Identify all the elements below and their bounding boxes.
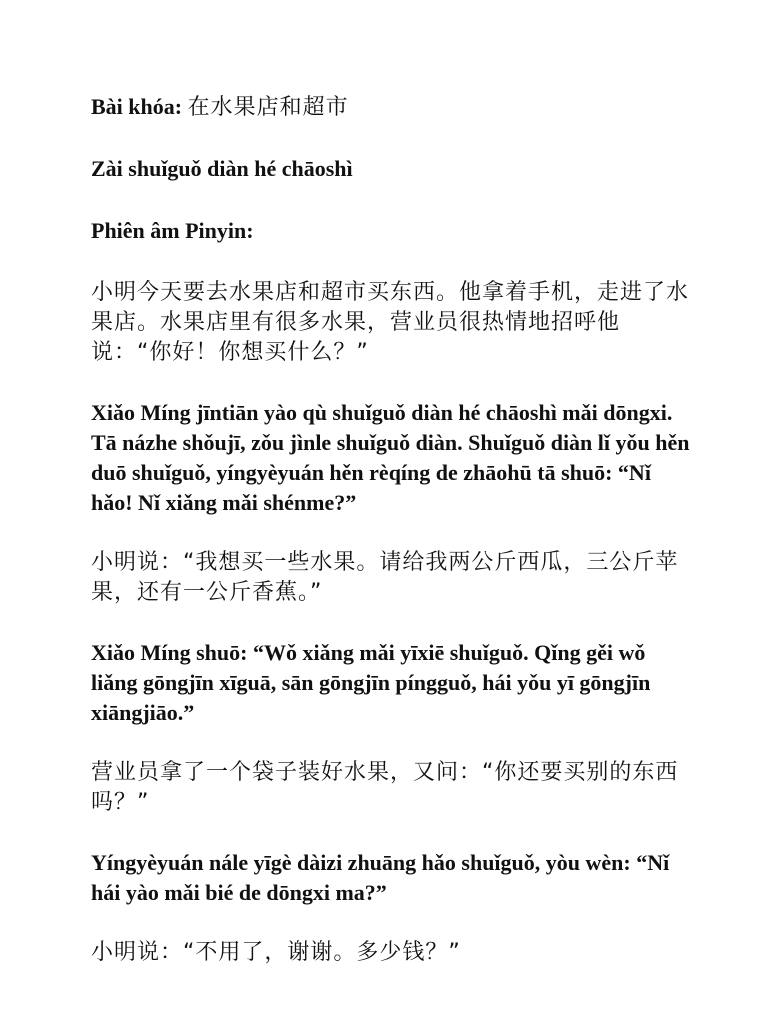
pinyin-section-label: Phiên âm Pinyin: xyxy=(91,218,254,243)
lesson-title-pinyin: Zài shuǐguǒ diàn hé chāoshì xyxy=(91,156,353,181)
paragraph-2-cjk: 小明说：“我想买一些水果。请给我两公斤西瓜，三公斤苹果，还有一公斤香蕉。” xyxy=(91,550,679,605)
lesson-document xyxy=(91,92,691,998)
paragraph-4-cjk: 小明说：“不用了，谢谢。多少钱？” xyxy=(91,940,461,965)
paragraph-3-cjk: 营业员拿了一个袋子装好水果，又问：“你还要买别的东西吗？” xyxy=(91,760,679,815)
paragraph-1-cjk: 小明今天要去水果店和超市买东西。他拿着手机，走进了水果店。水果店里有很多水果，营业员很热情地招呼他说：“你好！你想买什么？” xyxy=(91,280,690,365)
lesson-title xyxy=(91,92,691,122)
paragraph-3-pinyin: Yíngyèyuán nále yīgè dàizi zhuāng hǎo shuǐguǒ, yòu wèn: “Nǐ hái yào mǎi bié de dōngxi ma?” xyxy=(91,850,670,905)
lesson-title-label: Bài khóa: xyxy=(91,94,183,119)
lesson-title-cjk: 在水果店和超市 xyxy=(187,94,349,119)
paragraph-1-pinyin: Xiǎo Míng jīntiān yào qù shuǐguǒ diàn hé chāoshì mǎi dōngxi. Tā názhe shǒujī, zǒu jìnle shuǐguǒ diàn. Shuǐguǒ diàn lǐ yǒu hěn duō shuǐguǒ, yíngyèyuán hěn rèqíng de zhāohū tā shuō: “Nǐ hǎo! Nǐ xiǎng mǎi shénme?” xyxy=(91,400,690,515)
paragraph-2-pinyin: Xiǎo Míng shuō: “Wǒ xiǎng mǎi yīxiē shuǐguǒ. Qǐng gěi wǒ liǎng gōngjīn xīguā, sān gōngjīn píngguǒ, hái yǒu yī gōngjīn xiāngjiāo.” xyxy=(91,640,651,725)
